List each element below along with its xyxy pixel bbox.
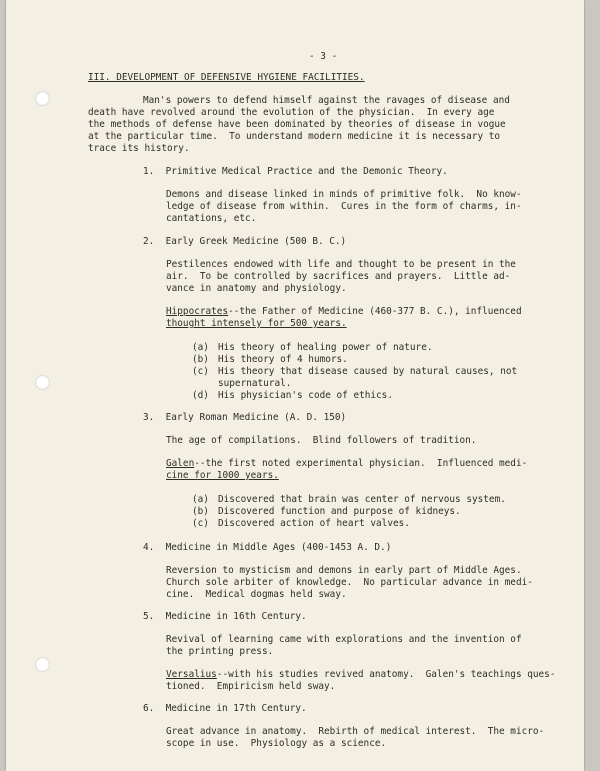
section-heading-6: 6. Medicine in 17th Century. bbox=[143, 703, 307, 714]
person-name: Galen bbox=[166, 458, 195, 469]
body-line: ledge of disease from within. Cures in the form of charms, in- bbox=[166, 201, 522, 212]
item-text: supernatural. bbox=[218, 378, 292, 389]
person-name: Hippocrates bbox=[166, 306, 229, 317]
body-line: Church sole arbiter of knowledge. No particular advance in medi- bbox=[166, 577, 533, 588]
body-line: Demons and disease linked in minds of primitive folk. No know- bbox=[166, 189, 522, 200]
section-heading-3: 3. Early Roman Medicine (A. D. 150) bbox=[143, 412, 347, 423]
section-heading: III. DEVELOPMENT OF DEFENSIVE HYGIENE FACILITIES. bbox=[88, 72, 365, 83]
section-heading-5: 5. Medicine in 16th Century. bbox=[143, 611, 307, 622]
item-label: (c) bbox=[192, 518, 209, 529]
body-line: Pestilences endowed with life and thought to be present in the bbox=[166, 259, 516, 270]
person-line-2: tioned. Empiricism held sway. bbox=[166, 681, 336, 692]
intro-line: Man's powers to defend himself against the ravages of disease and bbox=[143, 95, 510, 106]
item-label: (a) bbox=[192, 342, 209, 353]
body-line: cantations, etc. bbox=[166, 213, 257, 224]
section-heading-4: 4. Medicine in Middle Ages (400-1453 A. D.) bbox=[143, 542, 392, 553]
item-text: His theory of 4 humors. bbox=[218, 354, 348, 365]
person-line-2: thought intensely for 500 years. bbox=[166, 318, 347, 329]
item-label: (d) bbox=[192, 390, 209, 401]
item-text: Discovered that brain was center of nervous system. bbox=[218, 494, 506, 505]
person-line bbox=[166, 306, 522, 318]
body-line: Reversion to mysticism and demons in early part of Middle Ages. bbox=[166, 565, 522, 576]
person-line bbox=[166, 669, 555, 681]
item-text: His theory of healing power of nature. bbox=[218, 342, 433, 353]
person-desc: --the first noted experimental physician. Influenced medi- bbox=[194, 458, 528, 469]
intro-line: at the particular time. To understand modern medicine it is necessary to bbox=[88, 131, 501, 142]
item-text: His physician's code of ethics. bbox=[218, 390, 393, 401]
body-line: Revival of learning came with explorations and the invention of bbox=[166, 634, 522, 645]
punch-hole bbox=[35, 657, 50, 672]
punch-hole bbox=[35, 91, 50, 106]
person-line-2: cine for 1000 years. bbox=[166, 470, 279, 481]
body-line: cine. Medical dogmas held sway. bbox=[166, 589, 347, 600]
body-line: Great advance in anatomy. Rebirth of medical interest. The micro- bbox=[166, 726, 545, 737]
page-number: - 3 - bbox=[309, 51, 338, 62]
document-page bbox=[6, 0, 584, 771]
intro-line: the methods of defense have been dominated by theories of disease in vogue bbox=[88, 119, 506, 130]
punch-hole bbox=[35, 375, 50, 390]
item-label: (b) bbox=[192, 354, 209, 365]
body-line: scope in use. Physiology as a science. bbox=[166, 738, 387, 749]
section-heading-1: 1. Primitive Medical Practice and the Demonic Theory. bbox=[143, 166, 448, 177]
person-desc: --with his studies revived anatomy. Galen's teachings ques- bbox=[216, 669, 556, 680]
item-label: (b) bbox=[192, 506, 209, 517]
item-label: (c) bbox=[192, 366, 209, 377]
section-heading-2: 2. Early Greek Medicine (500 B. C.) bbox=[143, 236, 347, 247]
item-label: (a) bbox=[192, 494, 209, 505]
item-text: Discovered action of heart valves. bbox=[218, 518, 410, 529]
body-line: air. To be controlled by sacrifices and prayers. Little ad- bbox=[166, 271, 511, 282]
item-text: His theory that disease caused by natural causes, not bbox=[218, 366, 518, 377]
intro-line: death have revolved around the evolution of the physician. In every age bbox=[88, 107, 495, 118]
body-line: The age of compilations. Blind followers of tradition. bbox=[166, 435, 477, 446]
person-name: Versalius bbox=[166, 669, 217, 680]
person-desc: --the Father of Medicine (460-377 B. C.), influenced bbox=[228, 306, 522, 317]
item-text: Discovered function and purpose of kidneys. bbox=[218, 506, 461, 517]
body-line: the printing press. bbox=[166, 646, 274, 657]
body-line: vance in anatomy and physiology. bbox=[166, 283, 347, 294]
intro-line: trace its history. bbox=[88, 143, 190, 154]
person-line bbox=[166, 458, 527, 470]
